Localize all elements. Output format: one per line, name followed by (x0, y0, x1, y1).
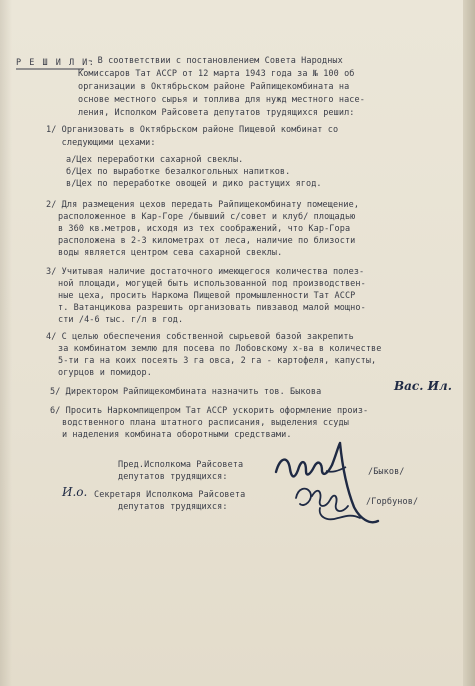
item-1-sub-a: а/Цех переработки сахарной свеклы. (66, 155, 244, 165)
header-line-1: - В соответствии с постановлением Совета Народных (82, 56, 343, 66)
item-3-line-2: ной площади, могущей быть использованной под производствен- (58, 279, 366, 289)
header-line-2: Комиссаров Тат АССР от 12 марта 1943 года за № 100 об (78, 69, 355, 79)
chair-title-line-1: Пред.Исполкома Райсовета (118, 460, 244, 470)
item-1-line-1: 1/ Организовать в Октябрьском районе Пищевой комбинат со (46, 125, 339, 135)
resolved-underline (16, 68, 86, 72)
chair-name: /Быков/ (368, 467, 405, 477)
page-edge (463, 0, 475, 686)
item-6-line-3: и наделения комбината оборотными средствами. (62, 430, 292, 440)
item-3-line-3: ные цеха, просить Наркома Пищевой промышленности Тат АССР (58, 291, 356, 301)
item-5-handwritten-initials: Вас. Ил. (394, 379, 452, 393)
resolved-heading: Р Е Ш И Л И: (16, 58, 96, 68)
secretary-name: /Горбунов/ (366, 497, 419, 507)
item-6-line-2: водственного плана штатного расписания, выделения ссуды (62, 418, 349, 428)
item-1-sub-b: б/Цех по выработке безалкогольных напитков. (66, 167, 291, 177)
secretary-prefix: И.о. (62, 485, 88, 499)
item-5-line-1: 5/ Директором Райпищекомбината назначить тов. Быкова (50, 387, 322, 397)
item-3-line-1: 3/ Учитывая наличие достаточного имеющегося количества полез- (46, 267, 365, 277)
item-3-line-5: сти /4-6 тыс. г/л в год. (58, 315, 184, 325)
item-4-line-1: 4/ С целью обеспечения собственной сырьевой базой закрепить (46, 332, 354, 342)
secretary-signature (290, 478, 380, 528)
item-4-line-4: огурцов и помидор. (58, 368, 152, 378)
item-2-line-3: в 360 кв.метров, исходя из тех соображений, что Кар-Гора (58, 224, 351, 234)
item-2-line-4: расположена в 2-3 километрах от леса, наличие по близости (58, 236, 356, 246)
secretary-title-line-2: депутатов трудящихся: (118, 502, 228, 512)
item-1-sub-c: в/Цех по переработке овощей и дико растущих ягод. (66, 179, 322, 189)
item-2-line-2: расположенное в Кар-Горе /бывший с/совет и клуб/ площадью (58, 212, 356, 222)
item-4-line-2: за комбинатом землю для посева по Лобовскому х-ва в количестве (58, 344, 382, 354)
header-line-3: организации в Октябрьском районе Райпищекомбината на (78, 82, 350, 92)
page-fold-shadow (0, 0, 12, 686)
secretary-title-line-1: Секретаря Исполкома Райсовета (94, 490, 246, 500)
chair-title-line-2: депутатов трудящихся: (118, 472, 228, 482)
item-1-line-2: следующими цехами: (46, 138, 156, 148)
item-2-line-5: воды является центром сева сахарной свеклы. (58, 248, 283, 258)
item-3-line-4: т. Ватанцикова разрешить организовать пивзавод малой мощно- (58, 303, 366, 313)
item-2-line-1: 2/ Для размещения цехов передать Райпищекомбинату помещение, (46, 200, 360, 210)
item-4-line-3: 5-ти га на коих посеять 3 га овса, 2 га - картофеля, капусты, (58, 356, 377, 366)
header-line-5: ления, Исполком Райсовета депутатов трудящихся решил: (78, 108, 355, 118)
item-6-line-1: 6/ Просить Наркомпищепром Тат АССР ускорить оформление произ- (50, 406, 369, 416)
header-line-4: основе местного сырья и топлива для нужд местного насе- (78, 95, 365, 105)
